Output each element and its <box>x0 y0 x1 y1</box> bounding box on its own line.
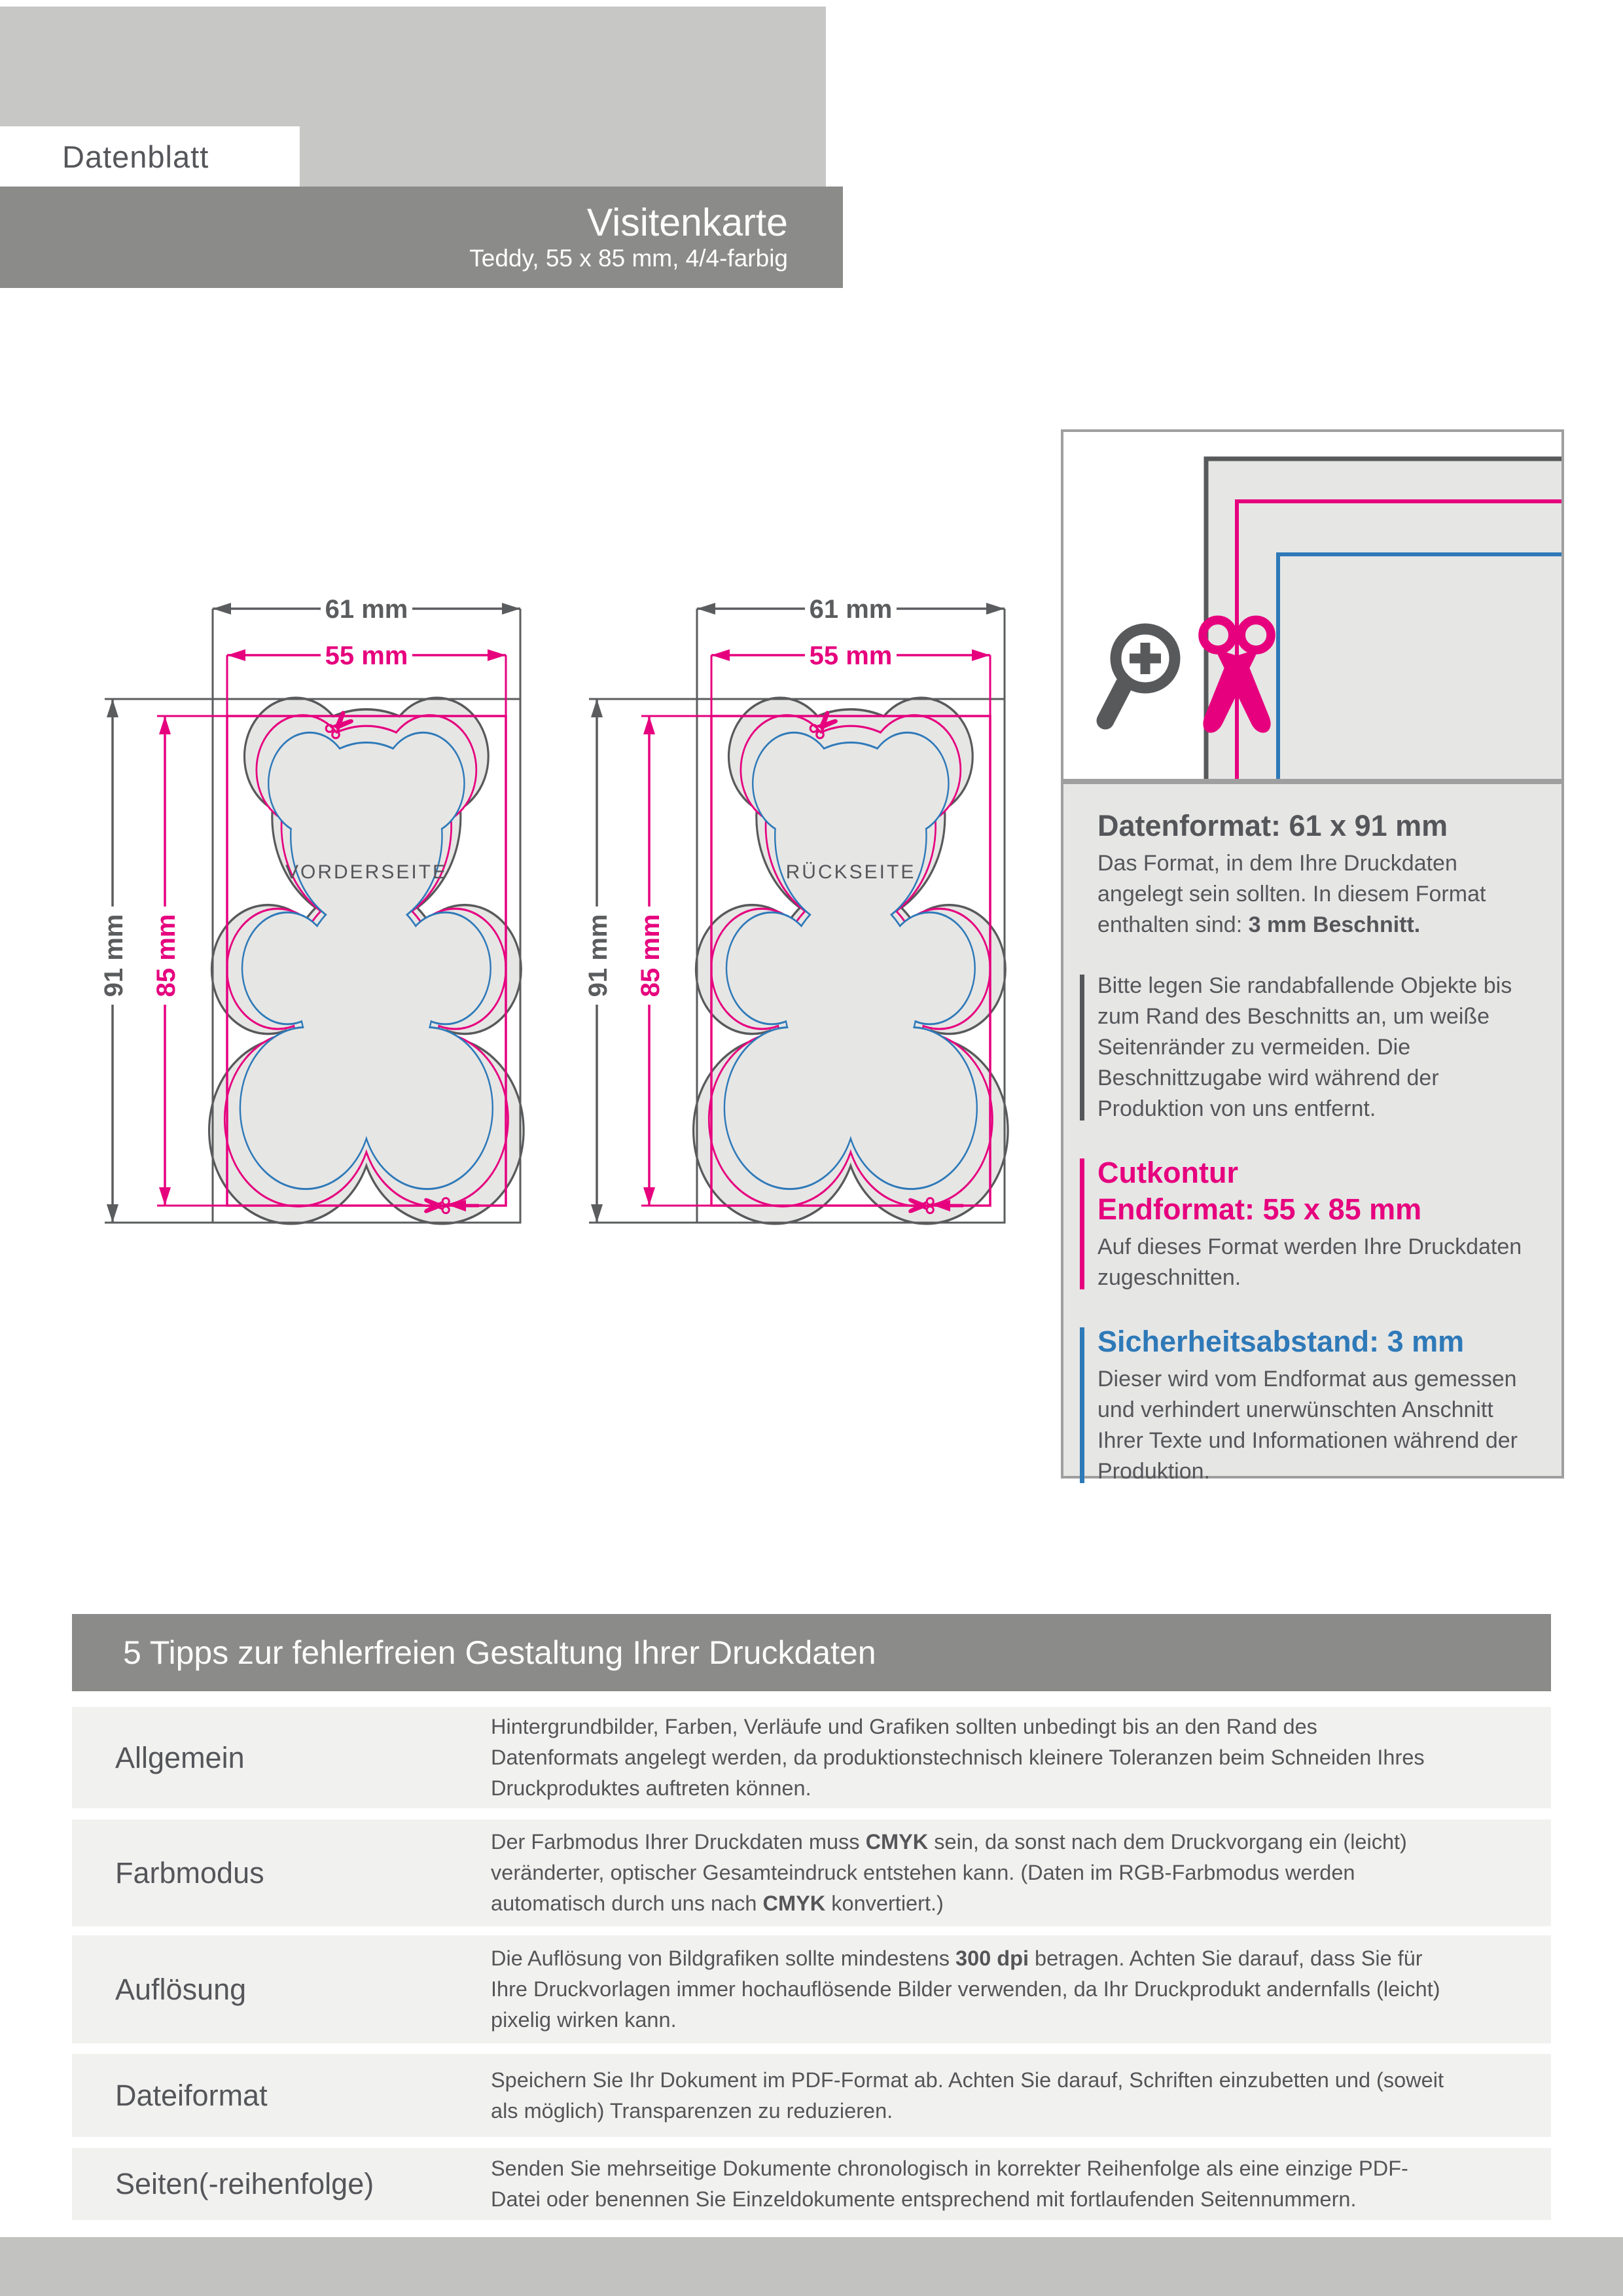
datenformat-text: Das Format, in dem Ihre Druckdaten angelegt sein sollten. In diesem Format enthalten sind: 3 mm Beschnitt. <box>1097 851 1486 937</box>
info-panel <box>1061 781 1564 1484</box>
datenformat-heading: Datenformat: 61 x 91 mm <box>1097 809 1448 842</box>
tip-body: Senden Sie mehrseitige Dokumente chronologisch in korrekter Reihenfolge als eine einzige PDF-Datei oder benennen Sie Einzeldokumente entsprechend mit fortlaufenden Seitennummern. <box>491 2157 1408 2211</box>
front-side-label: VORDERSEITE <box>285 861 448 883</box>
tip-row-allgemein <box>72 1707 1551 1808</box>
endformat-heading: Endformat: 55 x 85 mm <box>1097 1193 1422 1226</box>
tip-body: Der Farbmodus Ihrer Druckdaten muss CMYK sein, da sonst nach dem Druckvorgang ein (leicht) veränderter, optischer Gesamteindruck entstehen kann. (Daten im RGB-Farbmodus werden automatisch durch uns nach CMYK konvertiert.) <box>491 1830 1407 1915</box>
front-diagram <box>39 543 550 1276</box>
tips-banner <box>72 1614 1551 1691</box>
tip-body: Speichern Sie Ihr Dokument im PDF-Format ab. Achten Sie darauf, Schriften einzubetten und (soweit als möglich) Transparenzen zu reduzieren. <box>491 2068 1444 2123</box>
section-cutkontur <box>1097 1155 1538 1293</box>
section-bleed-note <box>1097 971 1538 1124</box>
tip-body: Hintergrundbilder, Farben, Verläufe und Grafiken sollten unbedingt bis an den Rand des Datenformats angelegt werden, da produktionstechnisch kleinere Toleranzen beim Schneiden Ihres Druckproduktes auftreten können. <box>491 1715 1425 1800</box>
tip-label: Allgemein <box>115 1740 245 1774</box>
title-banner <box>0 187 843 288</box>
doc-label-box <box>0 126 300 187</box>
tip-label: Dateiformat <box>115 2078 268 2112</box>
sicherheitsabstand-heading: Sicherheitsabstand: 3 mm <box>1097 1325 1465 1358</box>
footer-band <box>0 2237 1623 2296</box>
section-sicherheitsabstand <box>1097 1323 1538 1487</box>
section-datenformat <box>1097 808 1538 941</box>
back-diagram <box>524 543 1034 1276</box>
back-side-label: RÜCKSEITE <box>785 861 916 883</box>
product-subtitle: Teddy, 55 x 85 mm, 4/4-farbig <box>469 244 788 272</box>
tips-banner-title: 5 Tipps zur fehlerfreien Gestaltung Ihrer Druckdaten <box>123 1634 876 1671</box>
tip-label: Farbmodus <box>115 1856 264 1890</box>
corner-detail-box <box>1061 429 1564 781</box>
tip-label: Seiten(-reihenfolge) <box>115 2167 374 2200</box>
sicherheitsabstand-text: Dieser wird vom Endformat aus gemessen und verhindert unerwünschten Anschnitt Ihrer Texte und Informationen während der Produktion. <box>1097 1367 1518 1484</box>
product-title: Visitenkarte <box>586 200 788 244</box>
doc-label: Datenblatt <box>62 139 209 174</box>
tip-label: Auflösung <box>115 1972 247 2006</box>
tip-row-seiten <box>72 2148 1551 2220</box>
cutkontur-heading: Cutkontur <box>1097 1156 1238 1189</box>
tip-body: Die Auflösung von Bildgrafiken sollte mindestens 300 dpi betragen. Achten Sie darauf, dass Sie für Ihre Druckvorlagen immer hochauflösende Bilder verwenden, da Ihr Druckprodukt andernfalls (leicht) pixelig wirken kann. <box>491 1946 1440 2032</box>
cutkontur-text: Auf dieses Format werden Ihre Druckdaten zugeschnitten. <box>1097 1234 1522 1290</box>
tip-row-aufloesung <box>72 1935 1551 2043</box>
tip-row-dateiformat <box>72 2054 1551 2137</box>
magnifier-icon <box>1105 629 1175 721</box>
tip-row-farbmodus <box>72 1820 1551 1926</box>
bleed-note-text: Bitte legen Sie randabfallende Objekte bis zum Rand des Beschnitts an, um weiße Seitenränder zu vermeiden. Die Beschnittzugabe wird während der Produktion von uns entfernt. <box>1097 973 1512 1121</box>
